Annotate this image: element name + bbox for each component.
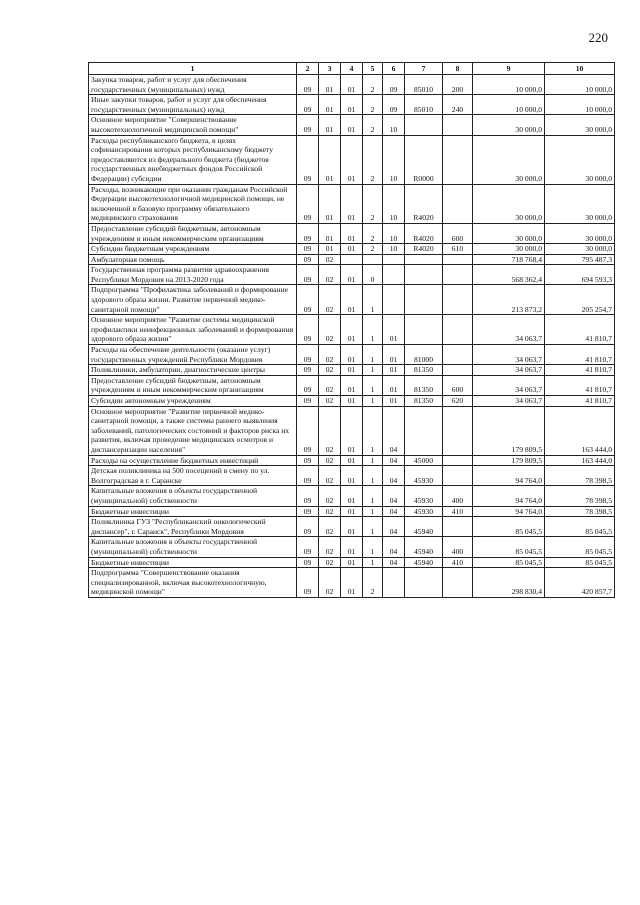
amount-year2-cell: 41 810,7: [545, 345, 615, 365]
item-name-cell: Поликлиника ГУЗ "Республиканский онкологический диспансер", г. Саранск", Республики Мордовия: [89, 517, 297, 537]
section-cell: 09: [297, 396, 319, 407]
table-row: [89, 557, 615, 568]
column-header: 5: [363, 63, 383, 75]
measure-cell: [383, 285, 405, 315]
subprogram-cell: 1: [363, 285, 383, 315]
item-name-cell: Предоставление субсидий бюджетным, автономным учреждениям и иным некоммерческим организациям: [89, 223, 297, 243]
subprogram-cell: 1: [363, 345, 383, 365]
section-cell: 09: [297, 345, 319, 365]
measure-cell: 10: [383, 223, 405, 243]
item-name-cell: Закупка товаров, работ и услуг для обеспечения государственных (муниципальных) нужд: [89, 75, 297, 95]
section-cell: 09: [297, 406, 319, 455]
amount-year1-cell: 10 000,0: [473, 95, 545, 115]
amount-year1-cell: 213 873,2: [473, 285, 545, 315]
item-name-cell: Субсидии бюджетным учреждениям: [89, 244, 297, 255]
direction-cell: 81350: [405, 375, 443, 395]
subprogram-cell: 1: [363, 486, 383, 506]
program-cell: 01: [341, 135, 363, 184]
subsection-cell: 02: [319, 406, 341, 455]
direction-cell: R4020: [405, 223, 443, 243]
program-cell: 01: [341, 95, 363, 115]
section-cell: 09: [297, 365, 319, 376]
program-cell: 01: [341, 517, 363, 537]
measure-cell: 04: [383, 486, 405, 506]
subprogram-cell: 0: [363, 265, 383, 285]
subsection-cell: 02: [319, 265, 341, 285]
amount-year2-cell: 78 398,5: [545, 466, 615, 486]
amount-year1-cell: 10 000,0: [473, 75, 545, 95]
expense-type-cell: [443, 406, 473, 455]
program-cell: 01: [341, 466, 363, 486]
direction-cell: [405, 568, 443, 598]
measure-cell: 04: [383, 517, 405, 537]
program-cell: 01: [341, 506, 363, 517]
table-row: [89, 568, 615, 598]
header-row: [89, 63, 615, 75]
amount-year2-cell: 30 000,0: [545, 115, 615, 135]
direction-cell: [405, 285, 443, 315]
amount-year2-cell: 694 593,3: [545, 265, 615, 285]
measure-cell: 01: [383, 315, 405, 345]
subprogram-cell: 2: [363, 95, 383, 115]
item-name-cell: Расходы, возникающие при оказании гражданам Российской Федерации высокотехнологичной медицинской помощи, не включенной в базовую программу обязательного медицинского страхования: [89, 184, 297, 223]
table-row: [89, 285, 615, 315]
expense-type-cell: 600: [443, 223, 473, 243]
measure-cell: [383, 254, 405, 265]
section-cell: 09: [297, 115, 319, 135]
subsection-cell: 01: [319, 135, 341, 184]
subsection-cell: 02: [319, 537, 341, 557]
section-cell: 09: [297, 285, 319, 315]
subprogram-cell: 1: [363, 375, 383, 395]
amount-year2-cell: 78 398,5: [545, 506, 615, 517]
table-row: [89, 375, 615, 395]
expense-type-cell: [443, 135, 473, 184]
column-header: 1: [89, 63, 297, 75]
item-name-cell: Основное мероприятие "Совершенствование высокотехнологичной медицинской помощи": [89, 115, 297, 135]
direction-cell: [405, 265, 443, 285]
section-cell: 09: [297, 135, 319, 184]
amount-year2-cell: 85 045,5: [545, 557, 615, 568]
program-cell: 01: [341, 244, 363, 255]
amount-year2-cell: 41 810,7: [545, 315, 615, 345]
item-name-cell: Капитальные вложения в объекты государственной (муниципальной) собственности: [89, 486, 297, 506]
subsection-cell: 01: [319, 244, 341, 255]
direction-cell: [405, 406, 443, 455]
table-row: [89, 466, 615, 486]
amount-year2-cell: 420 857,7: [545, 568, 615, 598]
subprogram-cell: 1: [363, 466, 383, 486]
expense-type-cell: [443, 568, 473, 598]
program-cell: 01: [341, 486, 363, 506]
subsection-cell: 02: [319, 396, 341, 407]
program-cell: 01: [341, 75, 363, 95]
item-name-cell: Основное мероприятие "Развитие системы медицинской профилактики неинфекционных заболеваний и формирования здорового образа жизни": [89, 315, 297, 345]
subsection-cell: 01: [319, 115, 341, 135]
table-row: [89, 115, 615, 135]
direction-cell: 45930: [405, 466, 443, 486]
table-row: [89, 365, 615, 376]
expense-type-cell: 600: [443, 375, 473, 395]
direction-cell: 45940: [405, 517, 443, 537]
measure-cell: 09: [383, 75, 405, 95]
item-name-cell: Детская поликлиника на 500 посещений в смену по ул. Волгоградская в г. Саранске: [89, 466, 297, 486]
table-row: [89, 406, 615, 455]
amount-year2-cell: 795 487,3: [545, 254, 615, 265]
subsection-cell: 02: [319, 466, 341, 486]
amount-year2-cell: 41 810,7: [545, 396, 615, 407]
amount-year2-cell: 85 045,5: [545, 537, 615, 557]
item-name-cell: Расходы республиканского бюджета, в целях софинансирования которых республиканскому бюджету предоставляются из федерального бюджета (бюджетов государственных внебюджетных фондов Российской Федерации) субсидии: [89, 135, 297, 184]
subsection-cell: 02: [319, 345, 341, 365]
direction-cell: R4020: [405, 184, 443, 223]
program-cell: 01: [341, 537, 363, 557]
amount-year2-cell: 30 000,0: [545, 223, 615, 243]
section-cell: 09: [297, 244, 319, 255]
subsection-cell: 01: [319, 75, 341, 95]
column-header: 2: [297, 63, 319, 75]
page-number: 220: [588, 30, 608, 45]
measure-cell: 04: [383, 537, 405, 557]
program-cell: 01: [341, 455, 363, 466]
amount-year1-cell: 34 063,7: [473, 375, 545, 395]
expense-type-cell: 200: [443, 75, 473, 95]
section-cell: 09: [297, 506, 319, 517]
table-row: [89, 244, 615, 255]
subsection-cell: 01: [319, 223, 341, 243]
measure-cell: 10: [383, 135, 405, 184]
program-cell: 01: [341, 265, 363, 285]
subsection-cell: 02: [319, 568, 341, 598]
section-cell: 09: [297, 254, 319, 265]
direction-cell: 81350: [405, 365, 443, 376]
direction-cell: 45000: [405, 455, 443, 466]
program-cell: 01: [341, 184, 363, 223]
amount-year1-cell: 94 764,0: [473, 486, 545, 506]
direction-cell: R4020: [405, 244, 443, 255]
item-name-cell: Субсидии автономным учреждениям: [89, 396, 297, 407]
subsection-cell: 02: [319, 254, 341, 265]
amount-year2-cell: 85 045,5: [545, 517, 615, 537]
column-header: 3: [319, 63, 341, 75]
subprogram-cell: 2: [363, 135, 383, 184]
table-row: [89, 223, 615, 243]
amount-year1-cell: 34 063,7: [473, 345, 545, 365]
section-cell: 09: [297, 557, 319, 568]
table-row: [89, 254, 615, 265]
subsection-cell: 01: [319, 184, 341, 223]
expense-type-cell: 410: [443, 506, 473, 517]
amount-year1-cell: 30 000,0: [473, 115, 545, 135]
subsection-cell: 02: [319, 557, 341, 568]
subprogram-cell: 2: [363, 244, 383, 255]
section-cell: 09: [297, 184, 319, 223]
program-cell: 01: [341, 375, 363, 395]
expense-type-cell: [443, 184, 473, 223]
direction-cell: R0000: [405, 135, 443, 184]
expense-type-cell: 620: [443, 396, 473, 407]
subsection-cell: 02: [319, 375, 341, 395]
measure-cell: 04: [383, 506, 405, 517]
expense-type-cell: [443, 455, 473, 466]
section-cell: 09: [297, 466, 319, 486]
measure-cell: 04: [383, 466, 405, 486]
measure-cell: 10: [383, 115, 405, 135]
subprogram-cell: 1: [363, 557, 383, 568]
section-cell: 09: [297, 375, 319, 395]
amount-year1-cell: 30 000,0: [473, 223, 545, 243]
direction-cell: 45940: [405, 537, 443, 557]
item-name-cell: Предоставление субсидий бюджетным, автономным учреждениям и иным некоммерческим организациям: [89, 375, 297, 395]
amount-year2-cell: 41 810,7: [545, 375, 615, 395]
expense-type-cell: 400: [443, 486, 473, 506]
direction-cell: 81350: [405, 396, 443, 407]
subprogram-cell: 1: [363, 315, 383, 345]
amount-year2-cell: 30 000,0: [545, 244, 615, 255]
section-cell: 09: [297, 486, 319, 506]
item-name-cell: Расходы на осуществление бюджетных инвестиций: [89, 455, 297, 466]
amount-year1-cell: 179 809,5: [473, 455, 545, 466]
program-cell: 01: [341, 345, 363, 365]
table-row: [89, 396, 615, 407]
expense-type-cell: [443, 285, 473, 315]
amount-year2-cell: 163 444,0: [545, 406, 615, 455]
direction-cell: 45930: [405, 486, 443, 506]
subprogram-cell: 1: [363, 365, 383, 376]
amount-year2-cell: 163 444,0: [545, 455, 615, 466]
item-name-cell: Подпрограмма "Совершенствование оказания специализированной, включая высокотехнологичную, медицинской помощи": [89, 568, 297, 598]
amount-year1-cell: 179 809,5: [473, 406, 545, 455]
item-name-cell: Бюджетные инвестиции: [89, 506, 297, 517]
budget-table: [88, 62, 615, 598]
measure-cell: 01: [383, 375, 405, 395]
amount-year2-cell: 78 398,5: [545, 486, 615, 506]
direction-cell: 81000: [405, 345, 443, 365]
item-name-cell: Бюджетные инвестиции: [89, 557, 297, 568]
section-cell: 09: [297, 517, 319, 537]
measure-cell: [383, 568, 405, 598]
amount-year1-cell: 34 063,7: [473, 365, 545, 376]
amount-year1-cell: 568 362,4: [473, 265, 545, 285]
item-name-cell: Амбулаторная помощь: [89, 254, 297, 265]
expense-type-cell: [443, 315, 473, 345]
direction-cell: 85010: [405, 75, 443, 95]
table-row: [89, 506, 615, 517]
program-cell: 01: [341, 223, 363, 243]
measure-cell: 04: [383, 406, 405, 455]
item-name-cell: Капитальные вложения в объекты государственной (муниципальной) собственности: [89, 537, 297, 557]
section-cell: 09: [297, 537, 319, 557]
subsection-cell: 02: [319, 517, 341, 537]
item-name-cell: Подпрограмма "Профилактика заболеваний и формирование здорового образа жизни. Развитие первичной медико-санитарной помощи": [89, 285, 297, 315]
table-row: [89, 184, 615, 223]
section-cell: 09: [297, 568, 319, 598]
section-cell: 09: [297, 95, 319, 115]
program-cell: 01: [341, 315, 363, 345]
subprogram-cell: 1: [363, 517, 383, 537]
expense-type-cell: 240: [443, 95, 473, 115]
amount-year1-cell: 94 764,0: [473, 466, 545, 486]
subsection-cell: 02: [319, 486, 341, 506]
amount-year1-cell: 94 764,0: [473, 506, 545, 517]
column-header: 7: [405, 63, 443, 75]
amount-year1-cell: 85 045,5: [473, 537, 545, 557]
amount-year2-cell: 205 254,7: [545, 285, 615, 315]
program-cell: 01: [341, 557, 363, 568]
expense-type-cell: 610: [443, 244, 473, 255]
amount-year2-cell: 30 000,0: [545, 135, 615, 184]
table-row: [89, 265, 615, 285]
program-cell: 01: [341, 396, 363, 407]
table-row: [89, 517, 615, 537]
expense-type-cell: [443, 466, 473, 486]
subprogram-cell: 1: [363, 396, 383, 407]
program-cell: 01: [341, 568, 363, 598]
subsection-cell: 02: [319, 365, 341, 376]
expense-type-cell: [443, 265, 473, 285]
subprogram-cell: [363, 254, 383, 265]
item-name-cell: Иные закупки товаров, работ и услуг для обеспечения государственных (муниципальных) нужд: [89, 95, 297, 115]
amount-year2-cell: 10 000,0: [545, 95, 615, 115]
program-cell: [341, 254, 363, 265]
column-header: 4: [341, 63, 363, 75]
expense-type-cell: [443, 365, 473, 376]
column-header: 9: [473, 63, 545, 75]
amount-year1-cell: 298 830,4: [473, 568, 545, 598]
subsection-cell: 02: [319, 455, 341, 466]
item-name-cell: Расходы на обеспечение деятельности (оказание услуг) государственных учреждений Республики Мордовия: [89, 345, 297, 365]
expense-type-cell: 400: [443, 537, 473, 557]
subprogram-cell: 1: [363, 537, 383, 557]
item-name-cell: Поликлиники, амбулатории, диагностические центры: [89, 365, 297, 376]
measure-cell: 04: [383, 557, 405, 568]
amount-year2-cell: 10 000,0: [545, 75, 615, 95]
direction-cell: [405, 315, 443, 345]
program-cell: 01: [341, 365, 363, 376]
subprogram-cell: 1: [363, 455, 383, 466]
section-cell: 09: [297, 315, 319, 345]
item-name-cell: Государственная программа развития здравоохранения Республики Мордовия на 2013-2020 года: [89, 265, 297, 285]
table-row: [89, 486, 615, 506]
subprogram-cell: 2: [363, 568, 383, 598]
expense-type-cell: [443, 254, 473, 265]
section-cell: 09: [297, 223, 319, 243]
subprogram-cell: 2: [363, 223, 383, 243]
direction-cell: [405, 254, 443, 265]
subsection-cell: 01: [319, 95, 341, 115]
subprogram-cell: 2: [363, 75, 383, 95]
column-header: 10: [545, 63, 615, 75]
amount-year1-cell: 85 045,5: [473, 517, 545, 537]
subsection-cell: 02: [319, 285, 341, 315]
table-row: [89, 75, 615, 95]
expense-type-cell: [443, 345, 473, 365]
amount-year1-cell: 85 045,5: [473, 557, 545, 568]
amount-year1-cell: 34 063,7: [473, 315, 545, 345]
table-row: [89, 315, 615, 345]
direction-cell: 45940: [405, 557, 443, 568]
column-header: 8: [443, 63, 473, 75]
section-cell: 09: [297, 75, 319, 95]
amount-year2-cell: 30 000,0: [545, 184, 615, 223]
direction-cell: [405, 115, 443, 135]
program-cell: 01: [341, 406, 363, 455]
subsection-cell: 02: [319, 506, 341, 517]
amount-year1-cell: 30 000,0: [473, 184, 545, 223]
expense-type-cell: [443, 115, 473, 135]
subprogram-cell: 2: [363, 115, 383, 135]
expense-type-cell: 410: [443, 557, 473, 568]
table-row: [89, 345, 615, 365]
program-cell: 01: [341, 285, 363, 315]
column-header: 6: [383, 63, 405, 75]
subprogram-cell: 1: [363, 406, 383, 455]
table-row: [89, 95, 615, 115]
subprogram-cell: 1: [363, 506, 383, 517]
measure-cell: 04: [383, 455, 405, 466]
amount-year2-cell: 41 810,7: [545, 365, 615, 376]
section-cell: 09: [297, 455, 319, 466]
measure-cell: 01: [383, 396, 405, 407]
expense-type-cell: [443, 517, 473, 537]
measure-cell: 01: [383, 345, 405, 365]
amount-year1-cell: 30 000,0: [473, 244, 545, 255]
subsection-cell: 02: [319, 315, 341, 345]
measure-cell: [383, 265, 405, 285]
table-row: [89, 135, 615, 184]
measure-cell: 09: [383, 95, 405, 115]
section-cell: 09: [297, 265, 319, 285]
table-row: [89, 537, 615, 557]
amount-year1-cell: 30 000,0: [473, 135, 545, 184]
direction-cell: 85010: [405, 95, 443, 115]
table-row: [89, 455, 615, 466]
subprogram-cell: 2: [363, 184, 383, 223]
program-cell: 01: [341, 115, 363, 135]
measure-cell: 10: [383, 184, 405, 223]
measure-cell: 10: [383, 244, 405, 255]
item-name-cell: Основное мероприятие "Развитие первичной медико-санитарной помощи, а также системы раннего выявления заболеваний, патологических состояний и факторов риска их развития, включая проведение медицинских осмотров и диспансеризации населения": [89, 406, 297, 455]
amount-year1-cell: 718 768,4: [473, 254, 545, 265]
direction-cell: 45930: [405, 506, 443, 517]
amount-year1-cell: 34 063,7: [473, 396, 545, 407]
measure-cell: 01: [383, 365, 405, 376]
